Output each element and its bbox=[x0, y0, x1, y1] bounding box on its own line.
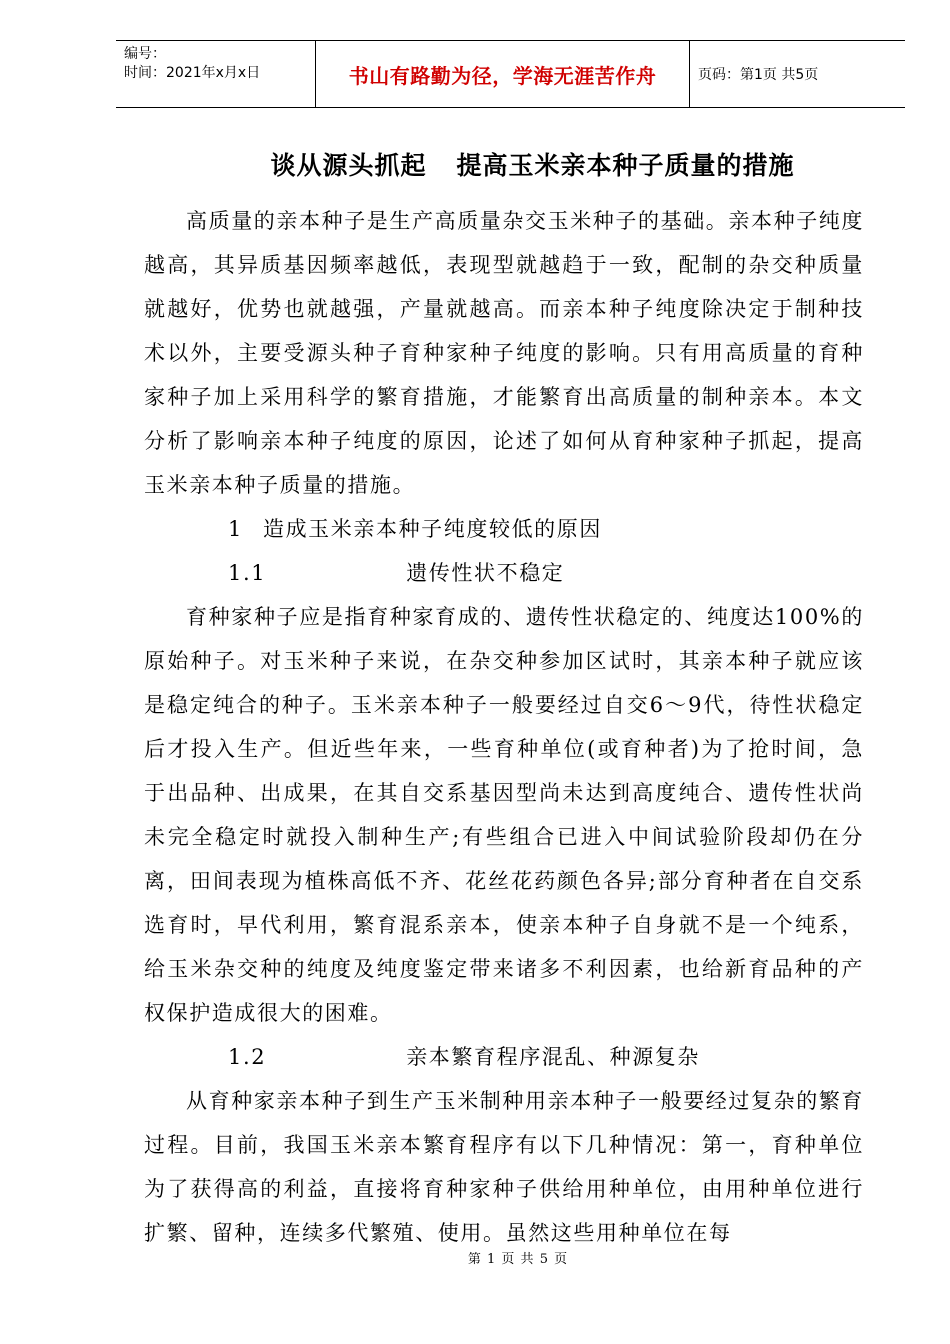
section-1-heading bbox=[144, 507, 864, 551]
title-part-2: 提高玉米亲本种子质量的措施 bbox=[456, 151, 795, 180]
document-body bbox=[144, 199, 864, 1255]
header-motto: 书山有路勤为径，学海无涯苦作舟 bbox=[348, 63, 657, 88]
section-title: 遗传性状不稳定 bbox=[406, 561, 565, 585]
section-title: 亲本繁育程序混乱、种源复杂 bbox=[406, 1045, 701, 1069]
intro-paragraph: 高质量的亲本种子是生产高质量杂交玉米种子的基础。亲本种子纯度越高，其异质基因频率越低，表现型就越趋于一致，配制的杂交种质量就越好，优势也就越强，产量就越高。而亲本种子纯度除决定于制种技术以外，主要受源头种子育种家种子纯度的影响。只有用高质量的育种家种子加上采用科学的繁育措施，才能繁育出高质量的制种亲本。本文分析了影响亲本种子纯度的原因，论述了如何从育种家种子抓起，提高玉米亲本种子质量的措施。 bbox=[144, 209, 864, 497]
document-title bbox=[0, 146, 950, 182]
time-label: 时间：2021年x月x日 bbox=[124, 65, 261, 81]
section-1-2-heading bbox=[144, 1035, 864, 1079]
section-title: 造成玉米亲本种子纯度较低的原因 bbox=[262, 517, 602, 541]
section-1-2-paragraph: 从育种家亲本种子到生产玉米制种用亲本种子一般要经过复杂的繁育过程。目前，我国玉米亲本繁育程序有以下几种情况：第一，育种单位为了获得高的利益，直接将育种家种子供给用种单位，由用种单位进行扩繁、留种，连续多代繁殖、使用。虽然这些用种单位在每 bbox=[144, 1089, 864, 1245]
serial-label: 编号： bbox=[124, 46, 166, 62]
header-table bbox=[116, 40, 905, 108]
section-1-1-paragraph: 育种家种子应是指育种家育成的、遗传性状稳定的、纯度达100%的原始种子。对玉米种子来说，在杂交种参加区试时，其亲本种子就应该是稳定纯合的种子。玉米亲本种子一般要经过自交6～9代，待性状稳定后才投入生产。但近些年来，一些育种单位(或育种者)为了抢时间，急于出品种、出成果，在其自交系基因型尚未达到高度纯合、遗传性状尚未完全稳定时就投入制种生产;有些组合已进入中间试验阶段却仍在分离，田间表现为植株高低不齐、花丝花药颜色各异;部分育种者在自交系选育时，早代利用，繁育混系亲本，使亲本种子自身就不是一个纯系，给玉米杂交种的纯度及纯度鉴定带来诸多不利因素，也给新育品种的产权保护造成很大的困难。 bbox=[144, 605, 864, 1025]
section-1-1-heading bbox=[144, 551, 864, 595]
header-meta bbox=[116, 41, 322, 107]
header-page-info: 页码：第1页 共5页 bbox=[698, 67, 819, 83]
section-number: 1.1 bbox=[228, 561, 267, 585]
section-number: 1 bbox=[228, 517, 243, 541]
page-footer: 第 1 页 共 5 页 bbox=[467, 1252, 569, 1267]
title-part-1: 谈从源头抓起 bbox=[270, 151, 427, 180]
header-divider bbox=[689, 41, 690, 107]
section-number: 1.2 bbox=[228, 1045, 267, 1069]
